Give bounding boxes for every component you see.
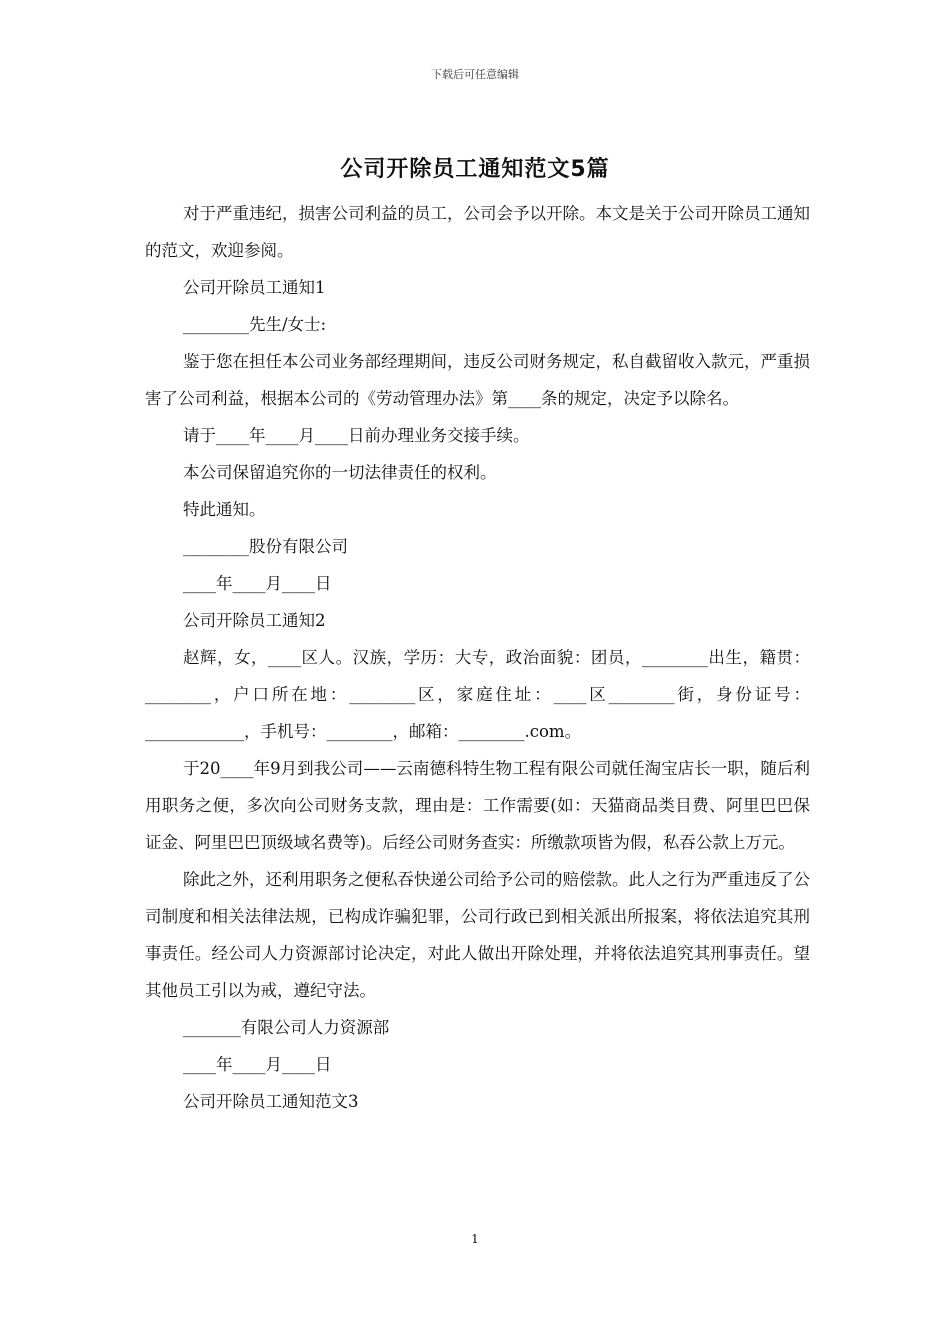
signature-date: ____年____月____日 bbox=[182, 574, 332, 593]
signature-company: ________股份有限公司 bbox=[182, 537, 348, 556]
page-number: 1 bbox=[471, 1232, 479, 1246]
paragraph-handover: 请于____年____月____日前办理业务交接手续。 bbox=[182, 426, 530, 445]
paragraph-rights: 本公司保留追究你的一切法律责任的权利。 bbox=[182, 463, 497, 482]
document-title: 公司开除员工通知范文5篇 bbox=[340, 157, 610, 182]
signature-date-2: ____年____月____日 bbox=[182, 1055, 332, 1074]
document-body bbox=[145, 195, 810, 1120]
paragraph-employment: 于20____年9月到我公司——云南德科特生物工程有限公司就任淘宝店长一职，随后利用职务之便，多次向公司财务支款，理由是：工作需要(如：天猫商品类目费、阿里巴巴保证金、阿里巴巴顶级域名费等)。后经公司财务查实：所缴款项皆为假，私吞公款上万元。 bbox=[145, 759, 810, 852]
page-header: 下载后可任意编辑 bbox=[431, 68, 519, 81]
section-heading-2: 公司开除员工通知2 bbox=[182, 611, 326, 630]
signature-hr: _______有限公司人力资源部 bbox=[182, 1018, 390, 1037]
paragraph-notice-1: 鉴于您在担任本公司业务部经理期间，违反公司财务规定，私自截留收入款元，严重损害了公司利益，根据本公司的《劳动管理办法》第____条的规定，决定予以除名。 bbox=[145, 352, 810, 408]
section-heading-1: 公司开除员工通知1 bbox=[182, 278, 326, 297]
paragraph-closing: 特此通知。 bbox=[182, 500, 266, 519]
section-heading-3: 公司开除员工通知范文3 bbox=[182, 1092, 359, 1111]
paragraph-decision: 除此之外，还利用职务之便私吞快递公司给予公司的赔偿款。此人之行为严重违反了公司制度和相关法律法规，已构成诈骗犯罪，公司行政已到相关派出所报案，将依法追究其刑事责任。经公司人力资源部讨论决定，对此人做出开除处理，并将依法追究其刑事责任。望其他员工引以为戒，遵纪守法。 bbox=[145, 870, 810, 1000]
salutation-line: ________先生/女士: bbox=[182, 315, 327, 334]
paragraph-person-info: 赵辉，女，____区人。汉族，学历：大专，政治面貌：团员，________出生，籍贯：________，户口所在地：________区，家庭住址：____区________街，身份证号：____________，手机号：________，邮箱：________.com。 bbox=[145, 648, 810, 741]
paragraph-intro: 对于严重违纪，损害公司利益的员工，公司会予以开除。本文是关于公司开除员工通知的范文，欢迎参阅。 bbox=[145, 204, 810, 260]
